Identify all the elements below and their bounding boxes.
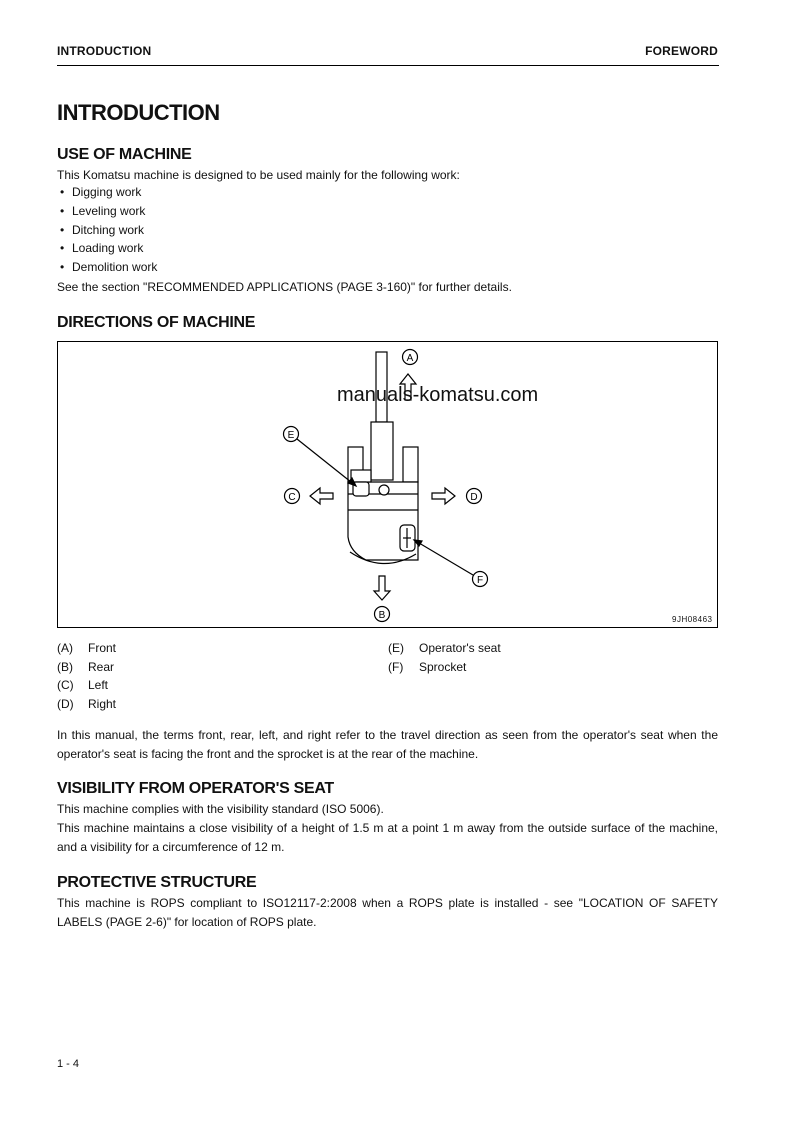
watermark: manuals-komatsu.com: [337, 384, 539, 406]
header-rule: [57, 65, 719, 66]
legend-key: (F): [388, 660, 404, 674]
list-item: • Digging work: [60, 185, 142, 199]
use-heading: USE OF MACHINE: [57, 146, 192, 163]
marker-a: A: [406, 353, 414, 364]
visibility-line-2: This machine maintains a close visibility of a height of 1.5 m at a point 1 m away from the outside surface of the machine, and a visibility for a circumference of 12 m.: [57, 821, 718, 854]
right-arrow-icon: [432, 488, 455, 504]
legend-key: (A): [57, 641, 73, 655]
directions-heading: DIRECTIONS OF MACHINE: [57, 314, 256, 331]
legend-label: Operator's seat: [419, 641, 501, 655]
legend-label: Right: [88, 697, 117, 711]
list-item-text: Digging work: [72, 185, 142, 199]
use-intro: This Komatsu machine is designed to be used mainly for the following work:: [57, 168, 460, 182]
marker-c: C: [288, 492, 296, 503]
operator-seat: [351, 470, 371, 482]
legend-key: (C): [57, 678, 74, 692]
protective-text: This machine is ROPS compliant to ISO12117-2:2008 when a ROPS plate is installed - see "LOCATION OF SAFETY LABELS (PAGE 2-6)" for location of ROPS plate.: [57, 896, 718, 929]
legend-label: Front: [88, 641, 117, 655]
legend-item: [57, 660, 114, 674]
list-item: • Leveling work: [60, 204, 146, 218]
legend-label: Rear: [88, 660, 115, 674]
page-title: INTRODUCTION: [57, 100, 220, 125]
legend-key: (B): [57, 660, 73, 674]
left-arrow-icon: [310, 488, 333, 504]
list-item-text: Leveling work: [72, 204, 146, 218]
legend-key: (D): [57, 697, 74, 711]
legend-key: (E): [388, 641, 404, 655]
marker-f: F: [476, 575, 484, 586]
visibility-line-1: This machine complies with the visibility standard (ISO 5006).: [57, 802, 384, 816]
legend-label: Left: [88, 678, 109, 692]
figure-code: 9JH08463: [672, 615, 713, 624]
rear-arrow-icon: [374, 576, 390, 600]
page-number: 1 - 4: [57, 1058, 80, 1070]
boom-base: [371, 422, 393, 480]
marker-d: D: [470, 492, 478, 503]
list-item: • Loading work: [60, 241, 144, 255]
right-track: [403, 447, 418, 482]
operator-seat-knob: [379, 485, 389, 495]
directions-note: In this manual, the terms front, rear, left, and right refer to the travel direction as seen from the operator's seat when the operator's seat is facing the front and the sprocket is at the rear of the machine.: [57, 728, 718, 761]
use-see-also: See the section "RECOMMENDED APPLICATIONS (PAGE 3-160)" for further details.: [57, 280, 512, 294]
leader-line-e: [297, 439, 356, 486]
legend-item: [57, 641, 116, 655]
legend-item: [57, 697, 116, 711]
legend-item: [388, 641, 501, 655]
protective-heading: PROTECTIVE STRUCTURE: [57, 874, 257, 891]
visibility-heading: VISIBILITY FROM OPERATOR'S SEAT: [57, 780, 334, 797]
list-item: • Demolition work: [60, 260, 158, 274]
running-header-left: INTRODUCTION: [57, 44, 152, 58]
list-item-text: Demolition work: [72, 260, 158, 274]
legend-label: Sprocket: [419, 660, 467, 674]
marker-b: B: [378, 610, 386, 621]
legend-item: [57, 678, 108, 692]
list-item: • Ditching work: [60, 223, 145, 237]
marker-e: E: [287, 430, 295, 441]
running-header-right: FOREWORD: [645, 44, 718, 58]
list-item-text: Ditching work: [72, 223, 145, 237]
legend-item: [388, 660, 466, 674]
leader-line-f: [414, 540, 473, 575]
list-item-text: Loading work: [72, 241, 144, 255]
